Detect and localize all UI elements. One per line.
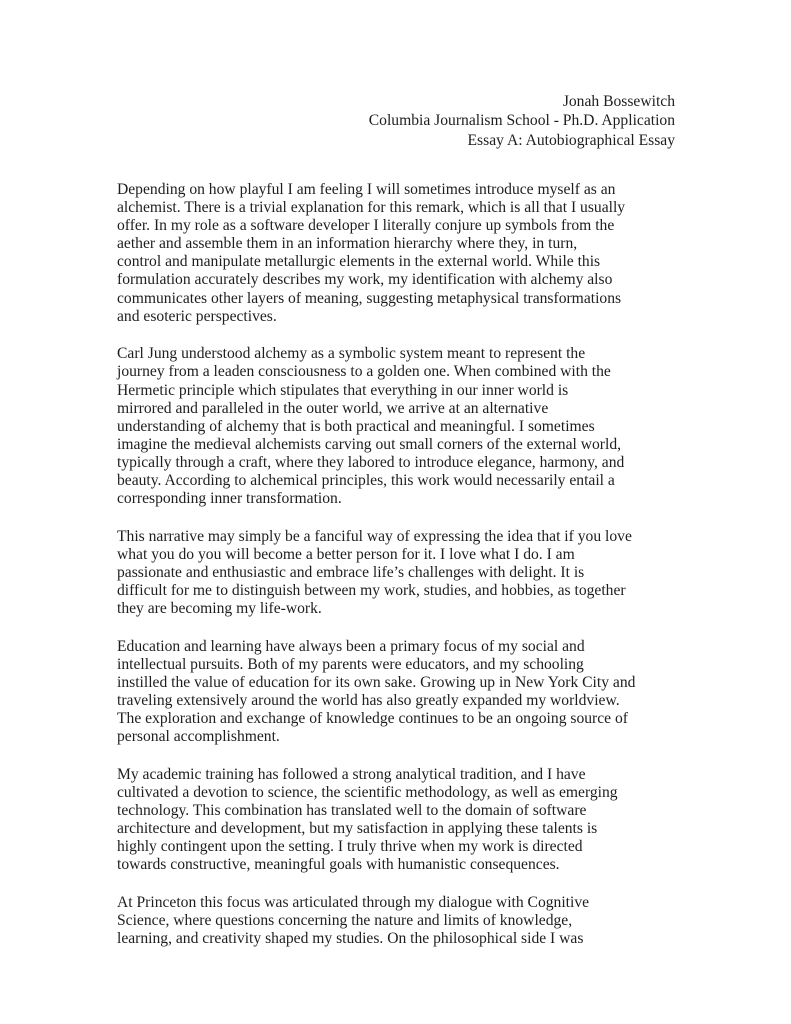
paragraph-line: they are becoming my life-work. bbox=[117, 600, 322, 618]
paragraph-line: Carl Jung understood alchemy as a symbolic system meant to represent the bbox=[117, 345, 586, 363]
essay-paragraph bbox=[117, 638, 687, 747]
paragraph-line: corresponding inner transformation. bbox=[117, 490, 342, 508]
paragraph-line: learning, and creativity shaped my studies. On the philosophical side I was bbox=[117, 930, 584, 948]
paragraph-line: Depending on how playful I am feeling I will sometimes introduce myself as an bbox=[117, 181, 616, 198]
paragraph-line: highly contingent upon the setting. I truly thrive when my work is directed bbox=[117, 838, 583, 856]
paragraph-line: intellectual pursuits. Both of my parents were educators, and my schooling bbox=[117, 655, 584, 673]
paragraph-line: beauty. According to alchemical principles, this work would necessarily entail a bbox=[117, 472, 615, 489]
paragraph-line: technology. This combination has translated well to the domain of software bbox=[117, 802, 587, 820]
paragraph-line: This narrative may simply be a fanciful way of expressing the idea that if you love bbox=[117, 527, 632, 545]
paragraph-line: offer. In my role as a software developer I literally conjure up symbols from the bbox=[117, 217, 615, 235]
paragraph-line: typically through a craft, where they labored to introduce elegance, harmony, and bbox=[117, 453, 625, 471]
paragraph-line: personal accomplishment. bbox=[117, 728, 280, 746]
paragraph-line: understanding of alchemy that is both practical and meaningful. I sometimes bbox=[117, 417, 595, 435]
essay-paragraph bbox=[117, 528, 687, 618]
paragraph-line: At Princeton this focus was articulated through my dialogue with Cognitive bbox=[117, 894, 590, 912]
essay-title: Essay A: Autobiographical Essay bbox=[467, 131, 675, 149]
paragraph-line: passionate and enthusiastic and embrace life’s challenges with delight. It is bbox=[117, 563, 585, 581]
author-name: Jonah Bossewitch bbox=[562, 93, 675, 110]
paragraph-line: what you do you will become a better person for it. I love what I do. I am bbox=[117, 545, 575, 563]
paragraph-line: The exploration and exchange of knowledge continues to be an ongoing source of bbox=[117, 710, 628, 728]
paragraph-line: My academic training has followed a strong analytical tradition, and I have bbox=[117, 766, 586, 783]
essay-header bbox=[115, 92, 675, 150]
program-name: Columbia Journalism School - Ph.D. Application bbox=[368, 112, 675, 130]
paragraph-line: Education and learning have always been a primary focus of my social and bbox=[117, 637, 585, 655]
essay-paragraph bbox=[117, 345, 687, 508]
essay-paragraph bbox=[117, 894, 687, 948]
paragraph-line: Hermetic principle which stipulates that everything in our inner world is bbox=[117, 381, 569, 399]
paragraph-line: Science, where questions concerning the nature and limits of knowledge, bbox=[117, 912, 573, 930]
paragraph-line: architecture and development, but my satisfaction in applying these talents is bbox=[117, 820, 598, 838]
paragraph-line: imagine the medieval alchemists carving out small corners of the external world, bbox=[117, 435, 622, 453]
paragraph-line: towards constructive, meaningful goals with humanistic consequences. bbox=[117, 856, 560, 874]
paragraph-line: aether and assemble them in an information hierarchy where they, in turn, bbox=[117, 235, 578, 253]
paragraph-line: control and manipulate metallurgic elements in the external world. While this bbox=[117, 253, 601, 271]
paragraph-line: alchemist. There is a trivial explanation for this remark, which is all that I usually bbox=[117, 199, 626, 217]
paragraph-line: journey from a leaden consciousness to a golden one. When combined with the bbox=[117, 363, 611, 381]
paragraph-line: difficult for me to distinguish between my work, studies, and hobbies, as together bbox=[117, 582, 626, 600]
paragraph-line: traveling extensively around the world has also greatly expanded my worldview. bbox=[117, 692, 620, 710]
paragraph-line: mirrored and paralleled in the outer world, we arrive at an alternative bbox=[117, 399, 549, 417]
paragraph-line: formulation accurately describes my work, my identification with alchemy also bbox=[117, 271, 613, 289]
paragraph-line: communicates other layers of meaning, suggesting metaphysical transformations bbox=[117, 289, 622, 307]
essay-paragraph bbox=[117, 766, 687, 875]
paragraph-line: cultivated a devotion to science, the scientific methodology, as well as emerging bbox=[117, 784, 618, 802]
paragraph-line: and esoteric perspectives. bbox=[117, 307, 277, 325]
paragraph-line: instilled the value of education for its own sake. Growing up in New York City and bbox=[117, 674, 636, 692]
essay-body bbox=[117, 181, 687, 968]
essay-paragraph bbox=[117, 181, 687, 326]
